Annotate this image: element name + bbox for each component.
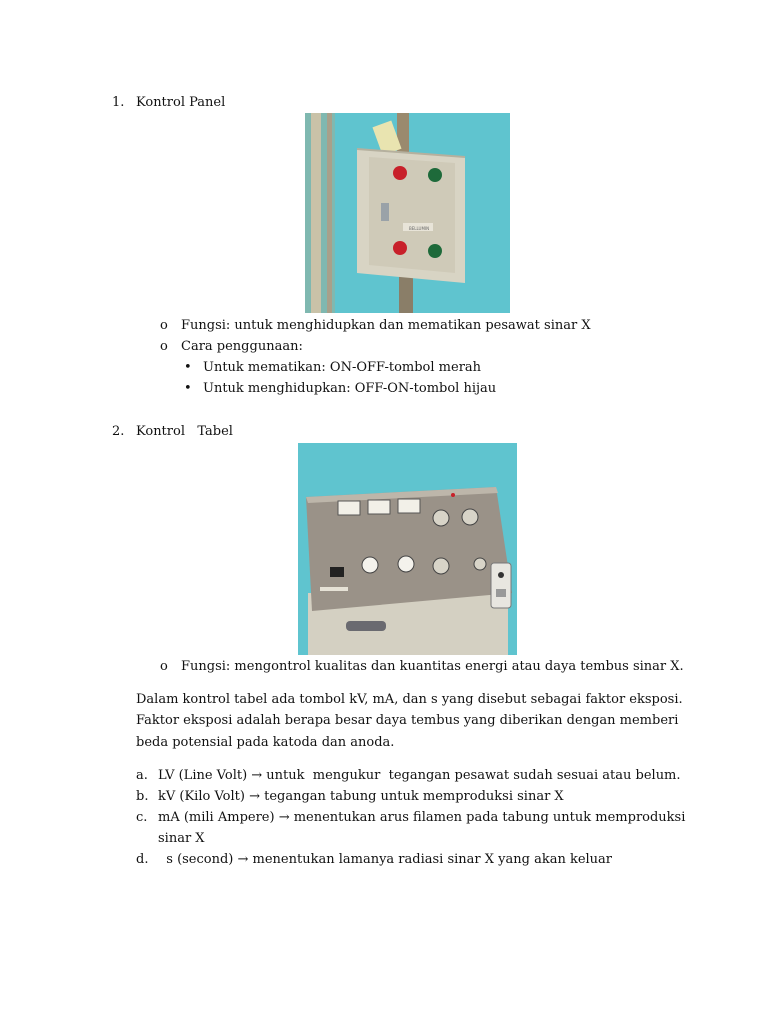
section-1-item-1-marker: o: [160, 318, 168, 333]
section-2-title: Kontrol Tabel: [136, 424, 233, 439]
section-1-item-2-marker: o: [160, 339, 168, 354]
list-item-b-label: b.: [136, 789, 149, 804]
control-panel-photo: [305, 113, 510, 313]
section-1-number: 1.: [112, 95, 125, 110]
section-2-item-1-text: Fungsi: mengontrol kualitas dan kuantitas energi atau daya tembus sinar X.: [181, 659, 684, 674]
section-1-item-2-text: Cara penggunaan:: [181, 339, 303, 354]
list-item-a-text: LV (Line Volt) → untuk mengukur tegangan pesawat sudah sesuai atau belum.: [158, 768, 681, 783]
section-1-subitem-2-text: Untuk menghidupkan: OFF-ON-tombol hijau: [203, 381, 497, 396]
paragraph-line-3: beda potensial pada katoda dan anoda.: [136, 735, 395, 750]
list-item-b-text: kV (Kilo Volt) → tegangan tabung untuk memproduksi sinar X: [158, 789, 564, 804]
section-1-subitem-2-marker: •: [184, 381, 192, 396]
section-2-number: 2.: [112, 424, 125, 439]
section-1-subitem-1-text: Untuk mematikan: ON-OFF-tombol merah: [203, 360, 482, 375]
list-item-c-text: mA (mili Ampere) → menentukan arus filamen pada tabung untuk memproduksi: [158, 810, 686, 825]
list-item-c-label: c.: [136, 810, 148, 825]
section-1-item-1-text: Fungsi: untuk menghidupkan dan mematikan pesawat sinar X: [181, 318, 591, 333]
section-2-item-1-marker: o: [160, 659, 168, 674]
list-item-c-continuation: sinar X: [158, 831, 205, 846]
paragraph-line-2: Faktor eksposi adalah berapa besar daya tembus yang diberikan dengan memberi: [136, 713, 679, 728]
list-item-d-label: d.: [136, 852, 149, 867]
list-item-d-text: s (second) → menentukan lamanya radiasi sinar X yang akan keluar: [158, 852, 613, 867]
section-1-title: Kontrol Panel: [136, 95, 226, 110]
control-table-photo: [298, 443, 517, 655]
paragraph-line-1: Dalam kontrol tabel ada tombol kV, mA, dan s yang disebut sebagai faktor eksposi.: [136, 692, 683, 707]
list-item-a-label: a.: [136, 768, 148, 783]
section-1-subitem-1-marker: •: [184, 360, 192, 375]
panel-brand-label: BELLUMIN: [409, 226, 430, 231]
